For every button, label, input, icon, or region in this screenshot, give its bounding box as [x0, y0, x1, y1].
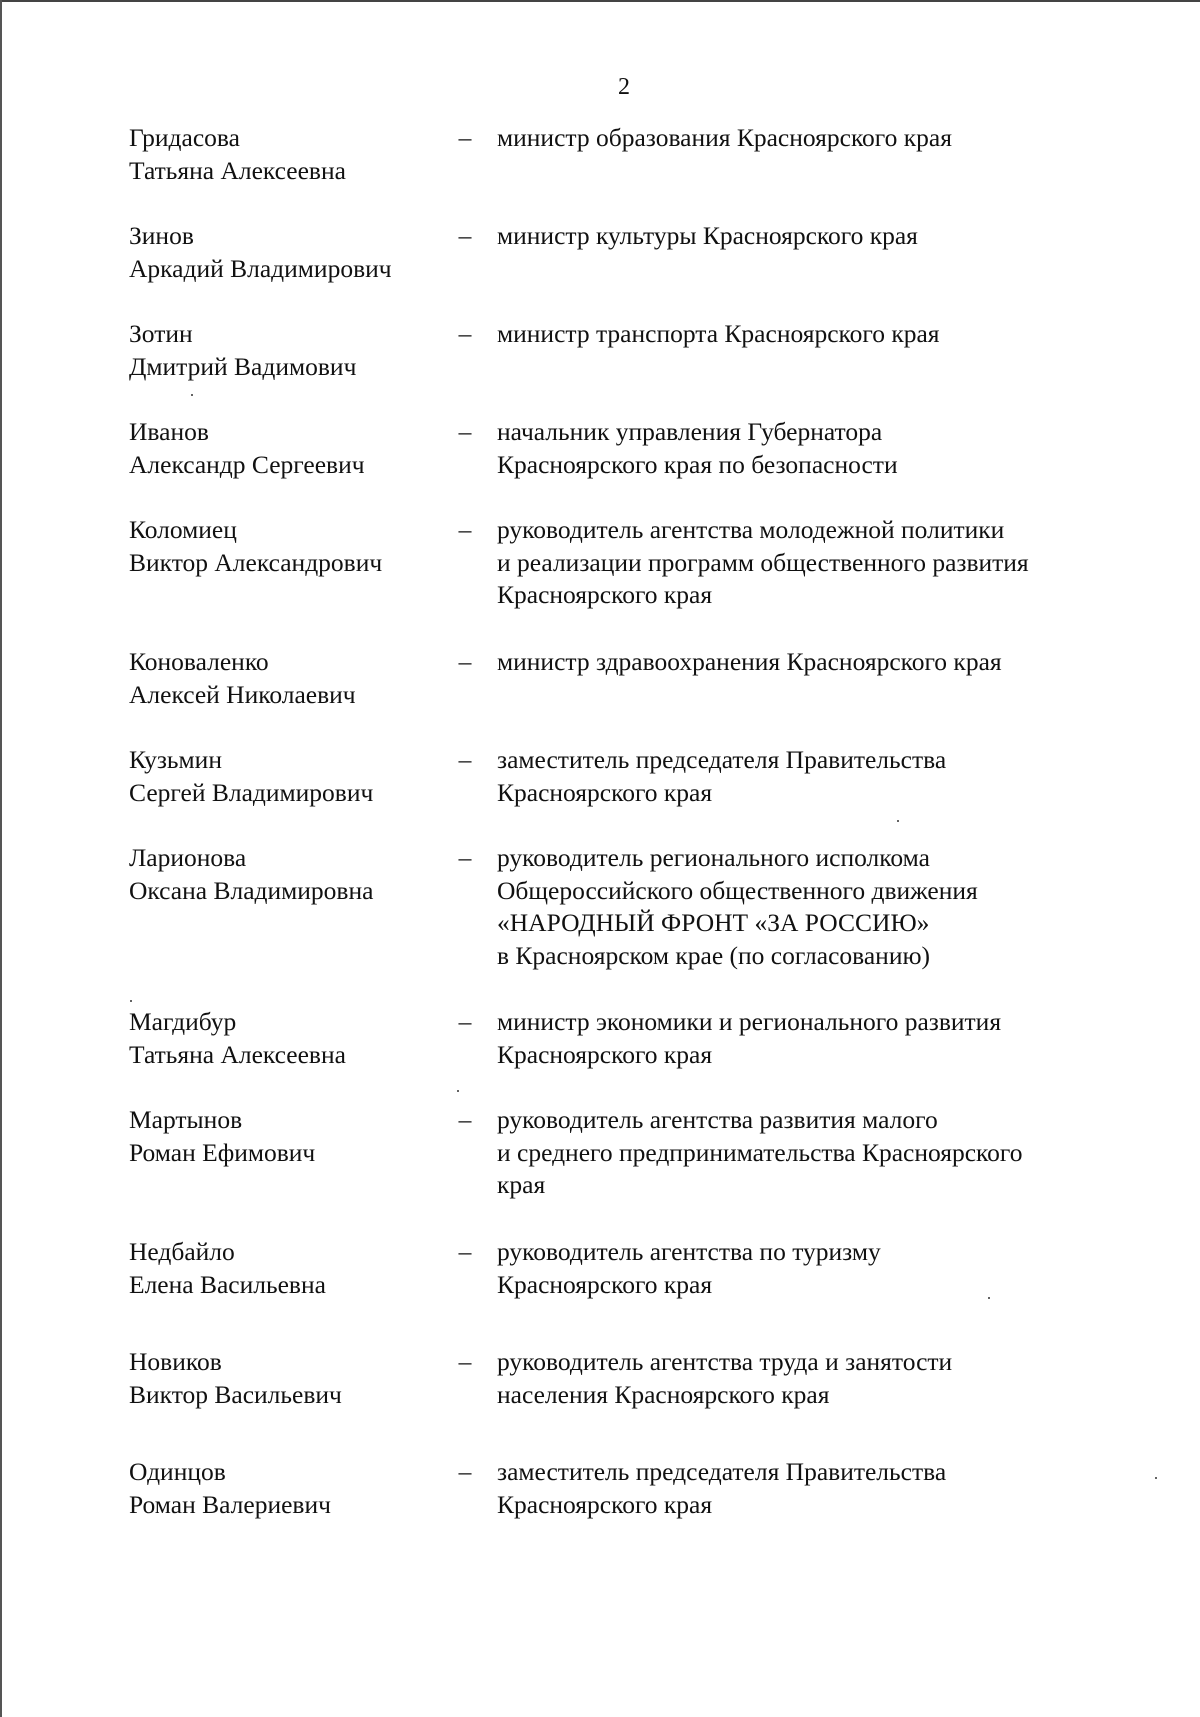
member-given-names: Сергей Владимирович	[129, 777, 374, 807]
member-surname: Гридасова	[129, 123, 240, 152]
member-dash: –	[458, 417, 472, 446]
member-surname: Ларионова	[129, 843, 247, 872]
member-position-line: начальник управления Губернатора	[497, 417, 883, 446]
member-position	[497, 842, 1117, 972]
member-position	[497, 416, 1117, 481]
member-given-names: Алексей Николаевич	[129, 679, 356, 709]
member-dash: –	[458, 1457, 472, 1486]
member-position	[497, 744, 1117, 809]
scan-speck	[897, 820, 899, 822]
member-name	[129, 416, 449, 481]
member-surname: Коноваленко	[129, 647, 269, 676]
member-surname: Недбайло	[129, 1237, 235, 1266]
member-surname: Магдибур	[129, 1007, 237, 1036]
member-given-names: Оксана Владимировна	[129, 875, 374, 905]
member-position-line: Красноярского края	[497, 1489, 713, 1519]
scan-border-left	[0, 0, 2, 1717]
member-name	[129, 122, 449, 187]
scan-speck	[130, 1000, 132, 1002]
member-name	[129, 514, 449, 579]
member-given-names: Татьяна Алексеевна	[129, 155, 346, 185]
member-given-names: Александр Сергеевич	[129, 449, 365, 479]
member-position-line: руководитель агентства труда и занятости	[497, 1347, 953, 1376]
member-position	[497, 514, 1117, 612]
member-position	[497, 122, 1117, 155]
member-given-names: Виктор Васильевич	[129, 1379, 342, 1409]
member-surname: Коломиец	[129, 515, 237, 544]
member-position-line: министр экономики и регионального развития	[497, 1007, 1002, 1036]
member-position	[497, 220, 1117, 253]
member-position-line: населения Красноярского края	[497, 1379, 830, 1409]
member-position-line: Красноярского края по безопасности	[497, 449, 898, 479]
member-position	[497, 318, 1117, 351]
member-dash: –	[458, 221, 472, 250]
member-position-line: в Красноярском крае (по согласованию)	[497, 940, 931, 970]
member-name	[129, 842, 449, 907]
member-surname: Зинов	[129, 221, 194, 250]
member-dash: –	[458, 123, 472, 152]
member-position-line: руководитель агентства развития малого	[497, 1105, 938, 1134]
member-name	[129, 220, 449, 285]
member-surname: Кузьмин	[129, 745, 222, 774]
member-position-line: заместитель председателя Правительства	[497, 745, 947, 774]
page-number: 2	[618, 74, 630, 100]
member-surname: Иванов	[129, 417, 209, 446]
member-given-names: Елена Васильевна	[129, 1269, 326, 1299]
member-position-line: руководитель агентства молодежной политики	[497, 515, 1005, 544]
member-position-line: Красноярского края	[497, 1269, 713, 1299]
member-dash: –	[458, 319, 472, 348]
member-surname: Одинцов	[129, 1457, 226, 1486]
member-given-names: Аркадий Владимирович	[129, 253, 392, 283]
member-dash: –	[458, 1105, 472, 1134]
member-position-line: Красноярского края	[497, 580, 713, 609]
member-position-line: руководитель регионального исполкома	[497, 843, 930, 872]
member-position-line: Красноярского края	[497, 1039, 713, 1069]
member-position-line: Красноярского края	[497, 777, 713, 807]
member-position	[497, 646, 1117, 679]
scan-border-top	[0, 0, 1200, 2]
member-given-names: Дмитрий Вадимович	[129, 351, 357, 381]
member-position-line: «НАРОДНЫЙ ФРОНТ «ЗА РОССИЮ»	[497, 908, 930, 937]
member-name	[129, 1346, 449, 1411]
member-position-line: края	[497, 1170, 546, 1199]
member-position	[497, 1006, 1117, 1071]
member-position-line: и среднего предпринимательства Красноярского	[497, 1137, 1023, 1167]
member-dash: –	[458, 745, 472, 774]
member-position-line: заместитель председателя Правительства	[497, 1457, 947, 1486]
member-position	[497, 1346, 1117, 1411]
member-surname: Зотин	[129, 319, 193, 348]
member-position-line: министр культуры Красноярского края	[497, 221, 918, 250]
member-given-names: Виктор Александрович	[129, 547, 383, 577]
member-given-names: Роман Валериевич	[129, 1489, 331, 1519]
member-name	[129, 1456, 449, 1521]
member-surname: Новиков	[129, 1347, 222, 1376]
member-name	[129, 1236, 449, 1301]
member-position-line: Общероссийского общественного движения	[497, 875, 978, 905]
member-dash: –	[458, 515, 472, 544]
member-position	[497, 1104, 1117, 1202]
member-dash: –	[458, 1347, 472, 1376]
member-position-line: и реализации программ общественного развития	[497, 547, 1029, 577]
member-dash: –	[458, 1007, 472, 1036]
scan-speck	[457, 1090, 459, 1092]
member-position-line: министр здравоохранения Красноярского края	[497, 647, 1002, 676]
scan-speck	[1155, 1477, 1157, 1479]
member-name	[129, 1006, 449, 1071]
member-dash: –	[458, 843, 472, 872]
member-dash: –	[458, 647, 472, 676]
member-given-names: Татьяна Алексеевна	[129, 1039, 346, 1069]
member-position	[497, 1456, 1117, 1521]
member-dash: –	[458, 1237, 472, 1266]
scan-speck	[988, 1297, 990, 1299]
member-position-line: министр образования Красноярского края	[497, 123, 952, 152]
member-position	[497, 1236, 1117, 1301]
member-given-names: Роман Ефимович	[129, 1137, 316, 1167]
member-name	[129, 1104, 449, 1169]
member-surname: Мартынов	[129, 1105, 243, 1134]
scan-speck	[191, 394, 193, 396]
member-position-line: руководитель агентства по туризму	[497, 1237, 881, 1266]
member-name	[129, 318, 449, 383]
member-name	[129, 646, 449, 711]
member-name	[129, 744, 449, 809]
member-position-line: министр транспорта Красноярского края	[497, 319, 940, 348]
